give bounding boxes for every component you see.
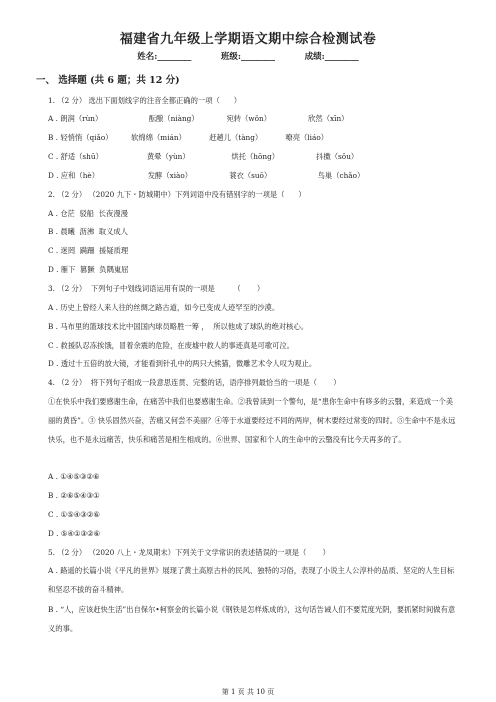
q3-option-a: A . 历史上曾经人来人往的丝绸之路古道，如今已变成人迹罕至的沙漠。 xyxy=(48,303,280,312)
page-title: 福建省九年级上学期语文期中综合检测试卷 xyxy=(119,32,377,47)
question-1: 1. （2 分） 选出下面划线字的注音全都正确的一项（ ） xyxy=(48,96,242,105)
q3-option-c: C . 救援队忍冻挨饿，冒着余震的危险，在废墟中救人的事迹真是可歌可泣。 xyxy=(48,341,295,350)
q3-option-b: B . 马布里的篮球技术比中国国内球员略胜一筹 ， 所以他成了球队的绝对核心。 xyxy=(48,322,309,331)
q1-option-b: B . 轻悄悄（qiǎo） 软绵绵（mián） 赶趟儿（tàng） 嘹亮（liáo） xyxy=(48,133,329,142)
q1-option-c: C . 舒适（shū） 黄晕（yùn） 烘托（hōng） 抖擞（sǒu） xyxy=(48,152,359,161)
q2-option-b: B . 晨曦 沥沸 取义成人 xyxy=(48,227,128,236)
student-info-line: 姓名:________ 班级:________ 成绩:________ xyxy=(137,52,359,62)
question-3: 3. （2 分） 下列句子中划线词语运用有误的一项是 （ ） xyxy=(48,284,265,293)
q1-option-d: D . 应和（hè） 发酵（xiào） 蓑衣（suō） 鸟巢（chǎo） xyxy=(48,171,365,180)
q4-option-a: A . ①④⑤③②⑥ xyxy=(48,472,100,481)
q5-option-b: B . “人，应该赶快生活”出自保尔•柯察金的长篇小说《钢铁是怎样炼成的》，这句话告诫人们不要荒度光阴，要抓紧时间做有意义的事。 xyxy=(48,605,456,633)
q2-option-d: D . 雁下 篡獗 负隅嵬屈 xyxy=(48,265,129,274)
question-2: 2. （2 分） （2020 九下・防城期中）下列词语中没有错别字的一项是（ ） xyxy=(48,190,306,199)
q4-option-b: B . ②⑥⑤④③① xyxy=(48,491,100,500)
q2-option-c: C . 迷罔 蹒跚 援疑质理 xyxy=(48,246,129,255)
q4-option-c: C . ①⑤④③②⑥ xyxy=(48,510,100,519)
q2-option-a: A . 仓茫 驳船 长夜漫漫 xyxy=(48,209,128,218)
section-heading: 一、 选择题 (共 6 题；共 12 分) xyxy=(36,75,180,86)
question-4: 4. （2 分） 将下列句子组成一段意思连贯、完整的话，语序排列最恰当的一项是（ ） xyxy=(48,378,341,387)
q4-passage: ①在快乐中我们要感谢生命，在痛苦中我们也要感谢生命。②我曾读到一个警句，是“患你生命中有哆多的云翳，来造成一个美丽的黄昏”。③ 快乐固然兴奋，苦痛又何尝不美丽？④等于水道要经过不同的两岸，树木要经过常变的四时。⑤生命中不是永远快乐，也不是永远痛苦，快乐和痛苦是相生相成的。⑥世界、国家和个人的生命中的云翳没有比今天再多的了。 xyxy=(48,397,456,444)
q1-option-a: A . 朗润（rùn） 酝酿（niàng） 宛转（wǒn） 欣然（xīn） xyxy=(48,114,349,123)
q5-option-a: A . 路遥的长篇小说《平凡的世界》展现了黄土高原古朴的民风、独特的习俗，表现了小说主人公淳朴的品质、坚定的人生目标和坚忍不拔的奋斗精神。 xyxy=(48,566,455,594)
q4-option-d: D . ⑤④①③②⑥ xyxy=(48,529,101,538)
q3-option-d: D . 透过十五倍的放大镜，才能看到针孔中的两只大熊猫，微雕艺术令人叹为观止。 xyxy=(48,359,317,368)
page-footer: 第 1 页 共 10 页 xyxy=(221,688,275,696)
question-5: 5. （2 分） （2020 八上・龙凤期末）下列关于文学常识的表述错误的一项是（ ） xyxy=(48,548,330,557)
